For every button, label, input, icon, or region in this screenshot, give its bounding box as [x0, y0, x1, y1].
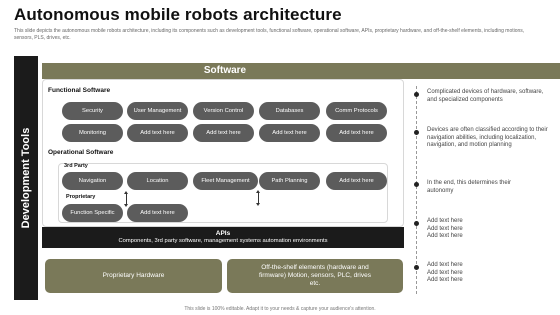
- pill-navigation: Navigation: [62, 172, 123, 190]
- apis-description: Components, 3rd party software, management systems automation environments: [118, 238, 328, 244]
- pill-add-text: Add text here: [127, 124, 188, 142]
- pill-fleet-management: Fleet Management: [193, 172, 258, 190]
- note-item: In the end, this determines their autonomy: [427, 180, 512, 194]
- note-item: Add text here Add text here Add text here: [427, 218, 463, 239]
- apis-title: APIs: [215, 230, 231, 237]
- pill-security: Security: [62, 102, 123, 120]
- pill-function-specific: Function Specific: [62, 204, 123, 222]
- functional-software-label: Functional Software: [48, 87, 111, 94]
- proprietary-label: Proprietary: [66, 194, 96, 200]
- page-subtitle: This slide depicts the autonomous mobile robots architecture, including its components such as development tools, functional software, operational software, APIs, proprietary hardware, and off-the-shelf elements, including motions, sensors, PLS, drives, etc.: [14, 28, 525, 41]
- pill-add-text: Add text here: [326, 124, 387, 142]
- development-tools-label: Development Tools: [20, 127, 32, 229]
- pill-add-text: Add text here: [127, 204, 188, 222]
- pill-add-text: Add text here: [193, 124, 254, 142]
- pill-user-management: User Management: [127, 102, 188, 120]
- double-arrow-icon: [126, 193, 127, 205]
- software-header: Software: [42, 63, 408, 79]
- bullet-icon: [414, 265, 419, 270]
- pill-monitoring: Monitoring: [62, 124, 123, 142]
- development-tools-bar: [14, 56, 38, 300]
- page-title: Autonomous mobile robots architecture: [14, 5, 342, 24]
- proprietary-hardware-box: Proprietary Hardware: [45, 259, 222, 293]
- pill-add-text: Add text here: [326, 172, 387, 190]
- footer-text: This slide is 100% editable. Adapt it to your needs & capture your audience's attention.: [184, 306, 376, 312]
- pill-comm-protocols: Comm Protocols: [326, 102, 387, 120]
- header-strip: [408, 63, 560, 79]
- bullet-icon: [414, 92, 419, 97]
- third-party-label: 3rd Party: [64, 163, 88, 169]
- off-the-shelf-box: Off-the-shelf elements (hardware and firmware) Motion, sensors, PLC, drives etc.: [227, 259, 403, 293]
- bullet-icon: [414, 130, 419, 135]
- notes-timeline: [416, 86, 417, 294]
- pill-add-text: Add text here: [259, 124, 320, 142]
- bullet-icon: [414, 182, 419, 187]
- double-arrow-icon: [258, 192, 259, 204]
- apis-bar: [42, 227, 404, 248]
- note-item: Devices are often classified according to their navigation abilities, including localization, navigation, and motion planning: [427, 127, 548, 148]
- pill-version-control: Version Control: [193, 102, 254, 120]
- note-item: Complicated devices of hardware, software, and specialized components: [427, 89, 544, 103]
- operational-software-label: Operational Software: [48, 149, 114, 156]
- pill-databases: Databases: [259, 102, 320, 120]
- note-item: Add text here Add text here Add text here: [427, 262, 463, 283]
- pill-location: Location: [127, 172, 188, 190]
- bullet-icon: [414, 221, 419, 226]
- pill-path-planning: Path Planning: [259, 172, 320, 190]
